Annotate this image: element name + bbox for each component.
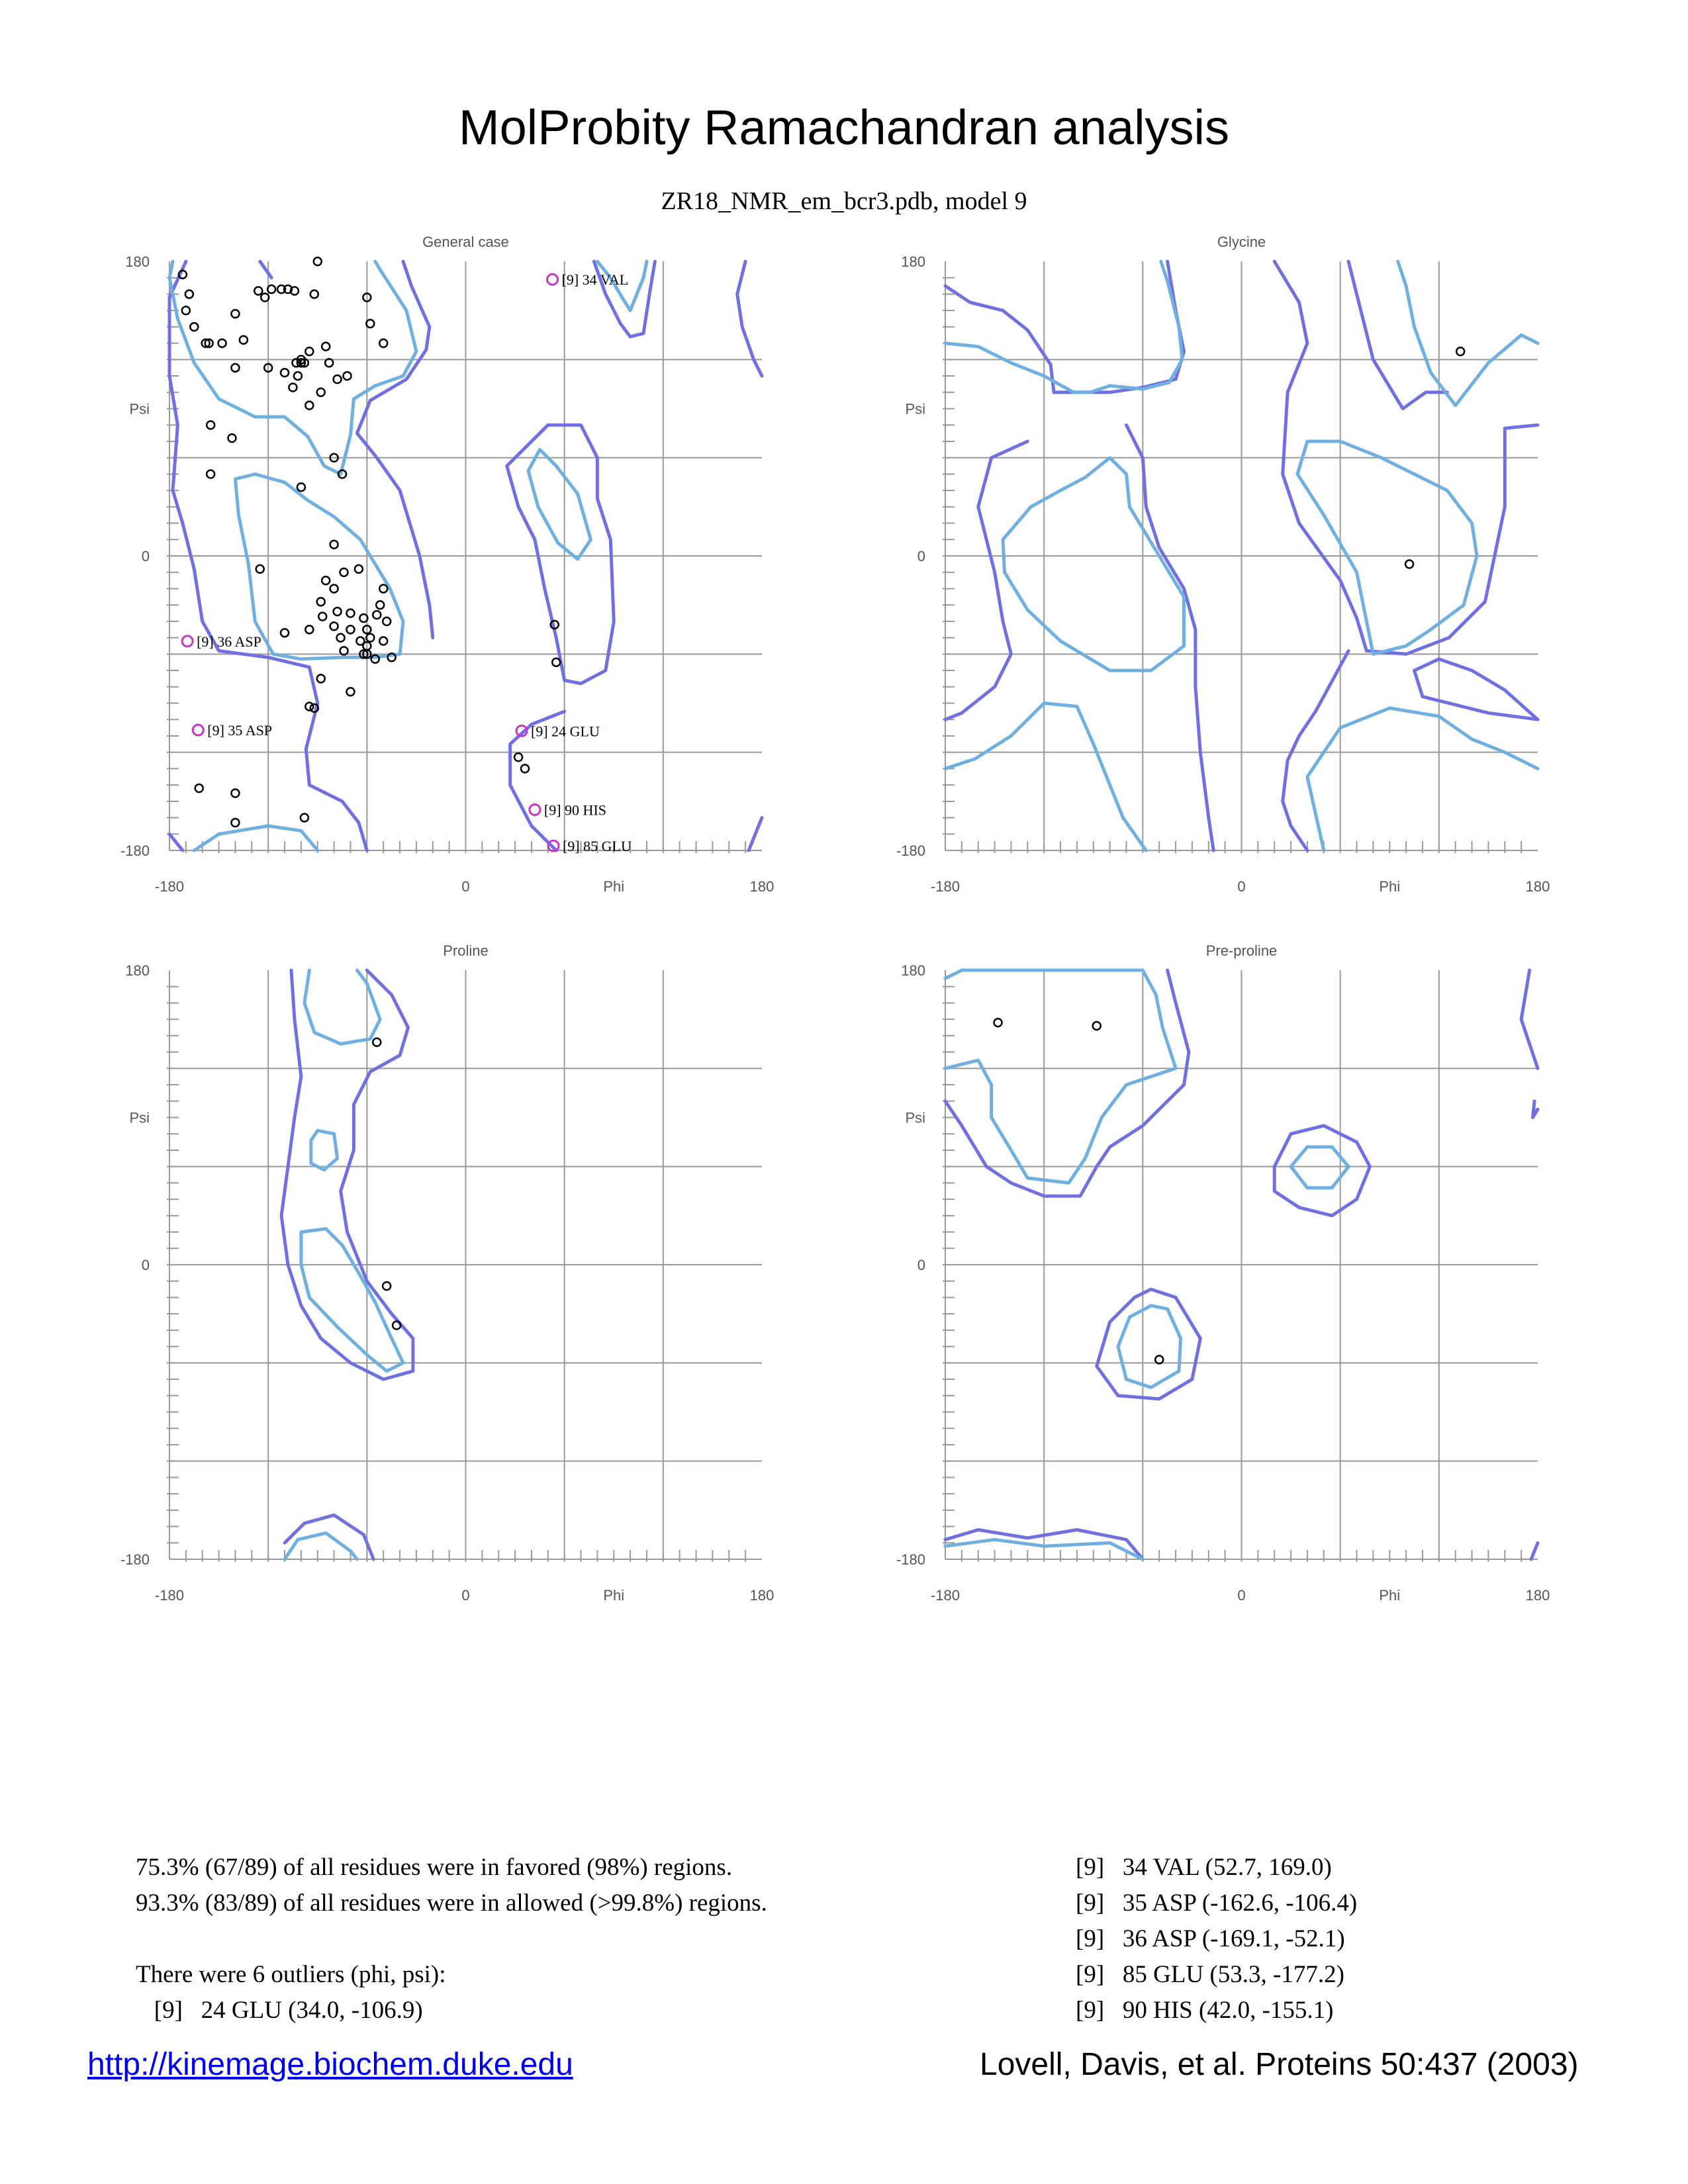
residue-point [514,753,522,761]
x-tick-label: -180 [154,878,185,895]
residue-point [373,611,381,619]
outlier-label: [9] 34 VAL [561,271,629,289]
residue-point [305,402,313,410]
residue-point [301,814,308,822]
favored-contour [194,826,318,850]
favored-contour [945,704,1146,851]
residue-point [318,612,326,620]
residue-point [207,421,214,429]
residue-point [552,659,560,666]
favored-contour [1398,261,1538,406]
allowed-contour [1348,261,1447,409]
allowed-contour [1521,970,1538,1068]
kinemage-link[interactable]: http://kinemage.biochem.duke.edu [87,2047,573,2082]
x-axis-label: Phi [1379,1587,1401,1604]
y-tick-label: -180 [896,842,925,859]
residue-point [1456,347,1464,355]
residue-point [344,372,352,380]
residue-point [317,598,325,606]
residue-point [281,369,289,377]
allowed-contour [945,441,1027,719]
residue-point [305,702,313,710]
x-axis-label: Phi [603,1587,625,1604]
residue-point [330,541,338,549]
residue-point [334,608,342,615]
x-tick-label: 0 [1237,878,1246,895]
y-tick-label: 180 [125,253,150,270]
favored-contour [311,1130,338,1169]
outlier-point [193,725,203,735]
y-tick-label: 0 [917,548,925,565]
allowed-contour [507,425,614,684]
outlier-line: [9] 36 ASP (-169.1, -52.1) [1076,1925,1345,1952]
summary-right [1076,1850,1605,2028]
favored-contour [301,1229,403,1371]
residue-point [254,287,262,295]
residue-point [1093,1022,1101,1030]
favored-contour [1307,708,1538,850]
favored-contour [528,449,590,559]
plot-general-case [120,234,774,895]
outlier-label: [9] 36 ASP [197,633,261,650]
outlier-label: [9] 35 ASP [207,722,273,739]
allowed-contour [281,970,413,1379]
residue-point [240,336,248,344]
residue-point [231,364,239,372]
residue-point [337,634,345,642]
residue-point [379,584,387,592]
residue-point [310,290,318,298]
y-tick-label: 0 [141,548,150,565]
residue-point [346,625,354,633]
x-tick-label: 0 [461,878,470,895]
y-axis-label: Psi [129,400,150,418]
outlier-line: [9] 35 ASP (-162.6, -106.4) [1076,1889,1358,1917]
residue-point [322,343,330,351]
y-tick-label: 0 [141,1257,150,1273]
residue-point [317,388,325,396]
x-tick-label: -180 [930,1587,961,1604]
residue-point [376,601,384,609]
residue-point [334,375,342,383]
outlier-line: [9] 90 HIS (42.0, -155.1) [1076,1997,1334,2024]
allowed-contour [945,261,1184,392]
residue-point [305,347,313,355]
plot-title: Proline [443,942,489,959]
residue-point [314,257,322,265]
y-tick-label: 0 [917,1257,925,1273]
x-tick-label: 0 [1237,1587,1246,1604]
y-tick-label: 180 [901,962,925,979]
residue-point [317,674,325,682]
x-tick-label: 180 [1525,1587,1550,1604]
residue-point [190,323,198,331]
x-axis-label: Phi [1379,878,1401,895]
y-tick-label: -180 [120,1551,150,1568]
outlier-label: [9] 24 GLU [531,723,600,740]
allowed-contour [737,261,762,376]
residue-point [346,688,354,696]
residue-point [379,637,387,645]
residue-point [228,434,236,442]
residue-point [185,290,193,298]
residue-point [340,569,348,576]
blank-line [136,1921,930,1957]
y-tick-label: -180 [896,1551,925,1568]
allowed-contour [1274,1126,1370,1216]
residue-point [281,629,289,637]
allowed-contour [169,834,183,850]
residue-point [231,310,239,318]
favored-contour [1297,441,1477,654]
residue-point [207,470,214,478]
page-title: MolProbity Ramachandran analysis [459,100,1229,155]
y-axis-label: Psi [905,400,925,418]
residue-point [289,383,297,391]
citation: Lovell, Davis, et al. Proteins 50:437 (2003) [980,2047,1579,2082]
allowed-contour [1533,1101,1538,1118]
favored-contour [945,970,1176,1183]
residue-point [195,784,203,792]
x-tick-label: 0 [461,1587,470,1604]
outlier-point [182,636,193,647]
outlier-point [547,274,558,285]
residue-point [383,617,391,625]
residue-point [330,584,338,592]
y-tick-label: 180 [901,253,925,270]
outlier-count: There were 6 outliers (phi, psi): [136,1961,446,1988]
summary-left [136,1850,930,2028]
residue-point [231,819,239,827]
allowed-contour [1127,425,1214,850]
x-tick-label: -180 [154,1587,185,1604]
x-tick-label: 180 [749,1587,774,1604]
favored-contour [235,474,403,659]
residue-point [393,1321,400,1329]
residue-point [305,625,313,633]
favored-contour [1003,458,1184,670]
favored-contour [169,261,416,474]
x-tick-label: 180 [749,878,774,895]
x-tick-label: 180 [1525,878,1550,895]
residue-point [231,789,239,797]
favored-contour [285,1533,357,1559]
outlier-label: [9] 85 GLU [563,838,632,855]
allowed-contour [260,261,271,278]
y-axis-label: Psi [129,1109,150,1126]
residue-point [346,610,354,617]
residue-point [322,576,330,584]
outlier-line: [9] 34 VAL (52.7, 169.0) [1076,1854,1332,1881]
x-tick-label: -180 [930,878,961,895]
allowed-contour [1531,1543,1538,1559]
y-tick-label: 180 [125,962,150,979]
outlier-line: [9] 85 GLU (53.3, -177.2) [1076,1961,1344,1988]
plot-title: Pre-proline [1205,942,1278,959]
residue-point [1405,560,1413,568]
residue-point [994,1019,1002,1026]
residue-point [182,306,190,314]
y-axis-label: Psi [905,1109,925,1126]
outlier-label: [9] 90 HIS [543,801,607,819]
residue-point [373,1038,381,1046]
residue-point [521,764,529,772]
residue-point [355,565,363,573]
residue-point [330,622,338,630]
residue-point [379,340,387,347]
favored-contour [305,970,380,1044]
y-tick-label: -180 [120,842,150,859]
plot-pre-proline [896,942,1550,1604]
plot-title: Glycine [1217,234,1266,250]
x-axis-label: Phi [603,878,625,895]
allowed-contour [1415,659,1538,719]
page-subtitle: ZR18_NMR_em_bcr3.pdb, model 9 [661,187,1027,215]
allowed-summary: 93.3% (83/89) of all residues were in allowed (>99.8%) regions. [136,1889,767,1917]
plot-title: General case [422,234,509,250]
residue-point [256,565,264,573]
residue-point [218,340,226,347]
plot-proline [120,942,774,1604]
residue-point [297,483,305,491]
residue-point [294,372,302,380]
plot-glycine [896,234,1550,895]
favored-summary: 75.3% (67/89) of all residues were in favored (98%) regions. [136,1854,733,1881]
allowed-contour [945,970,1189,1196]
favored-contour [945,261,1182,392]
residue-point [383,1282,391,1290]
favored-contour [1118,1306,1181,1388]
allowed-contour [749,818,762,850]
allowed-contour [357,261,432,638]
outlier-point [530,804,540,815]
outlier-line: [9] 24 GLU (34.0, -106.9) [136,1997,423,2024]
